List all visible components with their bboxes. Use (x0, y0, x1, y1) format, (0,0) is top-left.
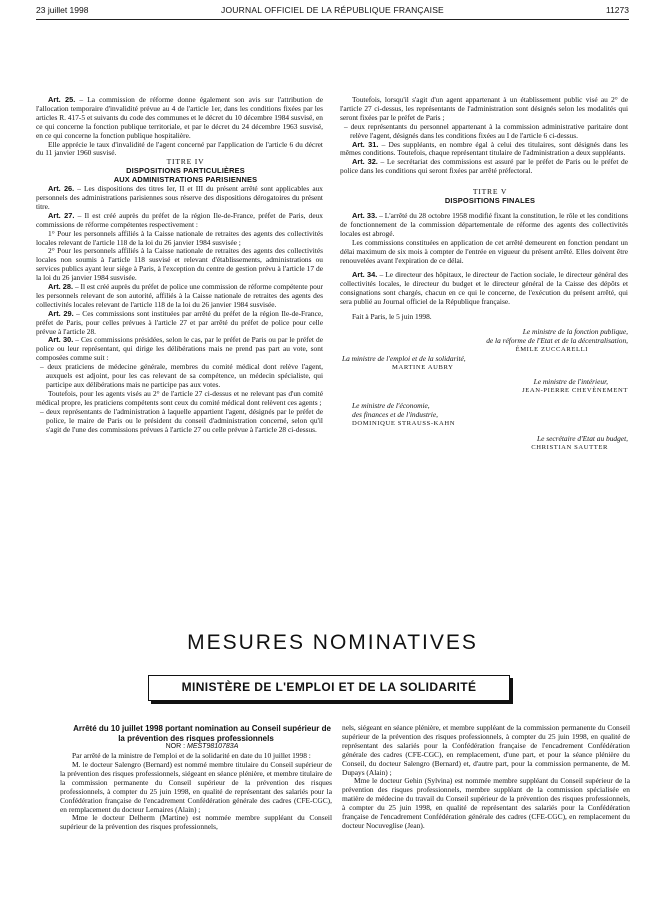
decree-paragraph-3: Mme le docteur Delherm (Martine) est nommée membre suppléant du Conseil supérieur de la prévention des risques professionnels, (60, 813, 332, 832)
decree-paragraph-2: M. le docteur Salengro (Bernard) est nommé membre titulaire du Conseil supérieur de la prévention des risques professionnels, siégeant en séance plénière, et membre titulaire de la commission permanente du Conseil supérieur de la prévention des risques professionnels, à compter du 25 juin 1998, en qualité de représentant des salariés pour la Confédération française de l'encadrement Confédération générale des cadres (CFE-CGC), en remplacement du docteur Lemaires (Alain) ; (60, 760, 332, 814)
signature-block-5: Le secrétaire d'Etat au budget, CHRISTIAN SAUTTER (531, 434, 628, 451)
title-iv-heading-2: AUX ADMINISTRATIONS PARISIENNES (113, 175, 258, 185)
column-left-bottom (60, 724, 332, 832)
header-page-number: 11273 (605, 5, 629, 15)
decree-paragraph-3-continued: nels, siégeant en séance plénière, et membre suppléant de la commission permanente du Conseil supérieur de la prévention des risques professionnels, à compter du 25 juin 1998, en qualité de représentant des salariés pour la Confédération française de l'encadrement Confédération générale des cadres (CFE-CGC), en remplacement, d'une part, et pour la séance plénière du Conseil, du docteur Salengro (Bernard) et, d'autre part, pour la commission permanente, de M. Dupays (Alain) ; (342, 723, 630, 777)
article-26: Art. 26. – Les dispositions des titres Ier, II et III du présent arrêté sont applicables aux personnels des administrations parisiennes sous réserve des dispositions dérogatoires du présent titre. (36, 184, 323, 211)
header-journal-title: JOURNAL OFFICIEL DE LA RÉPUBLIQUE FRANÇAISE (221, 5, 444, 15)
article-30: Art. 30. – Ces commissions présidées, selon le cas, par le préfet de Paris ou par le préfet de police ou leur représentant, qui dirige les délibérations mais ne prend pas part au vote, sont composées comme suit : (36, 335, 323, 363)
decree-paragraph-1: Par arrêté de la ministre de l'emploi et de la solidarité en date du 10 juillet 1998 : (72, 751, 311, 761)
article-25-paragraph-2: Elle apprécie le taux d'invalidité de l'agent concerné par l'application de l'article 6 du décret du 11 janvier 1960 susvisé. (36, 139, 323, 158)
article-30-paragraph-2: Toutefois, pour les agents visés au 2° de l'article 27 ci-dessus et ne relevant pas d'un comité médical propre, les praticiens compétents sont ceux du comité médical dont relèvent ces agents ; (36, 388, 323, 407)
header-date: 23 juillet 1998 (36, 5, 89, 15)
article-34: Art. 34. – Le directeur des hôpitaux, le directeur de l'action sociale, le directeur général des collectivités locales, le directeur du budget et le directeur général de la Caisse des dépôts et consignations sont chargés, chacun en ce qui le concerne, de l'exécution du présent arrêté, qui sera publié au Journal officiel de la République française. (340, 270, 628, 307)
section-heading-mesures-nominatives: MESURES NOMINATIVES (187, 631, 478, 654)
nor-reference: NOR : MESТ9810783A (165, 743, 239, 751)
article-30-dash-1: – deux praticiens de médecine générale, membres du comité médical dont relève l'agent, auxquels est adjoint, pour les cas relevant de sa compétence, un médecin spécialiste, qui participe aux délibérations mais ne participe pas aux votes. (40, 362, 323, 389)
decree-title: Arrêté du 10 juillet 1998 portant nomination au Conseil supérieur de la prévention des risques professionnels (73, 724, 331, 743)
article-27-item-1: 1° Pour les personnels affiliés à la Caisse nationale de retraites des agents des collectivités locales relevant de l'article 118 de la loi du 26 janvier 1984 susvisée ; (36, 228, 323, 247)
article-25: Art. 25. – La commission de réforme donne également son avis sur l'attribution de l'allocation temporaire d'invalidité prévue au 4 de l'article 1er, dans les conditions fixées par les articles R. 417-5 et suivants du code des communes et le décret du 10 décembre 1984 susvisé, en ce qui concerne la fonction publique territoriale, et par le décret du 24 décembre 1963 susvisé, en ce qui concerne la fonction publique hospitalière. (36, 95, 323, 140)
article-30-continued: Toutefois, lorsqu'il s'agit d'un agent appartenant à un établissement public visé au 2° de l'article 27 ci-dessus, les représentants de l'administration sont désignés selon les modalités qui seront fixées par le préfet de Paris ; (340, 95, 628, 122)
running-header (36, 5, 629, 19)
signature-block-1: Le ministre de la fonction publique, de la réforme de l'Etat et de la décentralisation, ÉMILE ZUCCARELLI (486, 326, 628, 353)
article-32: Art. 32. – Le secrétariat des commissions est assuré par le préfet de Paris ou le préfet de police dans les conditions qui seront fixées par arrêté préfectoral. (340, 157, 629, 176)
signature-block-4: Le ministre de l'économie, des finances et de l'industrie, DOMINIQUE STRAUSS-KAHN (352, 401, 456, 428)
article-31: Art. 31. – Des suppléants, en nombre égal à celui des titulaires, sont désignés dans les mêmes conditions. Toutefois, chaque représentant titulaire de l'administration a deux suppléants. (340, 139, 628, 158)
article-28: Art. 28. – Il est créé auprès du préfet de police une commission de réforme compétente pour les personnels relevant de son autorité, affiliés à la Caisse nationale de retraites des agents des collectivités locales relevant de l'article 118 de la loi du 26 janvier 1984 susvisée. (36, 282, 324, 309)
signature-block-3: Le ministre de l'intérieur, JEAN-PIERRE CHEVÈNEMENT (522, 377, 628, 395)
ministry-banner: MINISTÈRE DE L'EMPLOI ET DE LA SOLIDARITÉ (148, 675, 510, 701)
decree-paragraph-4: Mme le docteur Gehin (Sylvina) est nommée membre suppléant du Conseil supérieur de la prévention des risques professionnels, membre suppléant de la commission spécialisée en matière de médecine du travail du Conseil supérieur de la prévention des risques professionnels, à compter du 25 juin 1998, en qualité de représentant des salariés pour la Confédération française de l'encadrement Confédération générale des cadres (CFE-CGC), en remplacement du docteur Nocuveglise (Jean). (342, 776, 630, 830)
signing-date: Fait à Paris, le 5 juin 1998. (352, 312, 432, 322)
title-v-heading: DISPOSITIONS FINALES (444, 196, 536, 206)
article-33-paragraph-2: Les commissions constituées en application de cet arrêté demeurent en fonction pendant un délai maximum de six mois à compter de l'entrée en vigueur du présent arrêté. Elles doivent être renouvelées avant l'expiration de ce délai. (340, 237, 628, 265)
article-27-item-2: 2° Pour les personnels affiliés à la Caisse nationale de retraites des agents des collectivités locales non soumis à l'article 118 susvisé et relevant d'établissements, administrations ou services publics ayant leur siège à Paris, à l'exception du centre de gestion prévu à l'article 17 de la loi du 26 janvier 1984 susvisée. (36, 246, 323, 283)
title-v: TITRE V (472, 187, 508, 197)
signature-block-2: La ministre de l'emploi et de la solidarité, MARTINE AUBRY (342, 353, 466, 371)
article-30-dash-3: – deux représentants du personnel appartenant à la commission administrative paritaire dont relève l'agent, désignés dans les conditions fixées au I de l'article 6 ci-dessus. (344, 121, 628, 140)
header-rule (36, 19, 629, 20)
column-right-top (340, 96, 628, 453)
title-iv: TITRE IV (166, 157, 205, 167)
article-29: Art. 29. – Ces commissions sont instituées par arrêté du préfet de la région Ile-de-France, préfet de Paris, pour celles prévues à l'article 27 et par arrêté du préfet de police pour celle prévue à l'article 28. (36, 308, 323, 336)
title-iv-heading-1: DISPOSITIONS PARTICULIÈRES (126, 166, 245, 176)
article-30-dash-2: – deux représentants de l'administration à laquelle appartient l'agent, désignés par le préfet de police, le maire de Paris ou le président du conseil d'administration concerné, selon qu'il s'agit de l'une des commissions prévues à l'article 27 ou celle prévue à l'article 28 ci-dessus. (40, 406, 323, 434)
column-right-bottom (342, 724, 630, 831)
article-33: Art. 33. – L'arrêté du 28 octobre 1958 modifié fixant la constitution, le rôle et les conditions de fonctionnement de la commission départementale de réforme des agents des collectivités locales est abrogé. (340, 210, 629, 238)
article-27: Art. 27. – Il est créé auprès du préfet de la région Ile-de-France, préfet de Paris, deux commissions de réforme compétentes respectivement : (36, 210, 323, 229)
column-left-top (36, 96, 323, 434)
